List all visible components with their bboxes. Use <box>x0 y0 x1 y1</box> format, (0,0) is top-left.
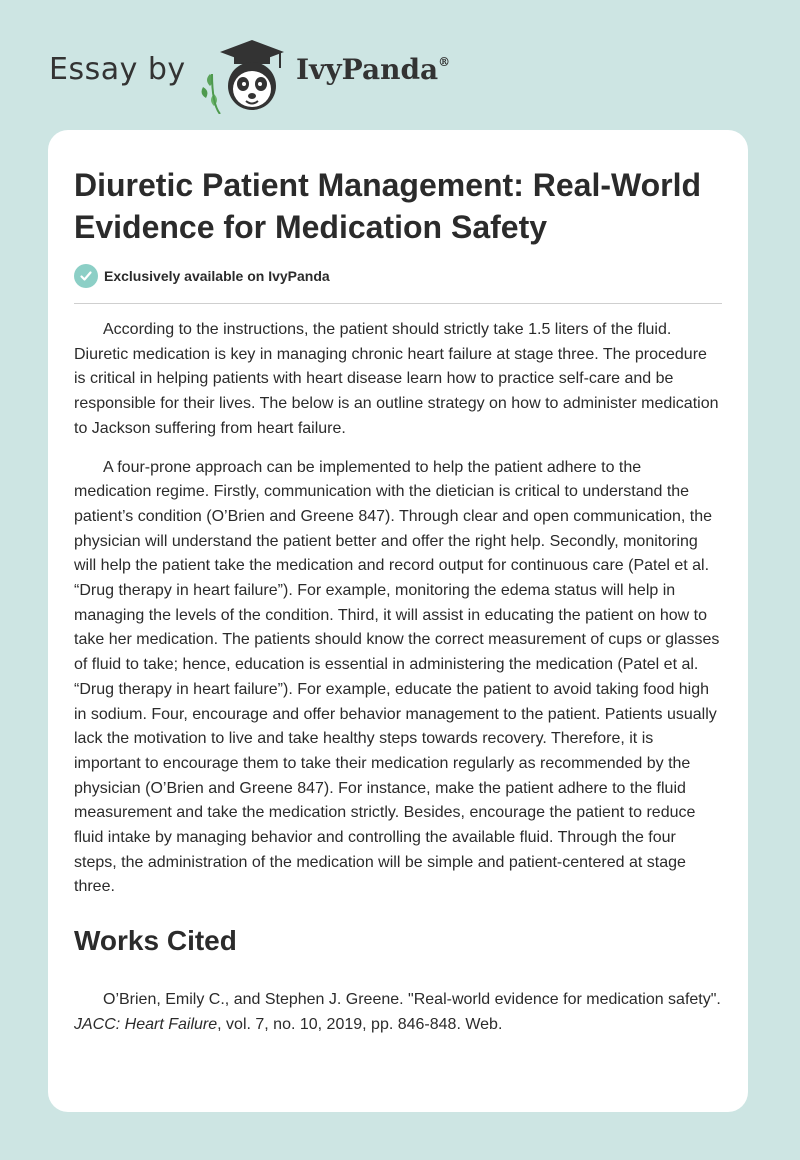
header <box>0 0 800 130</box>
essay-card <box>48 130 748 1112</box>
paragraph: According to the instructions, the patient should strictly take 1.5 liters of the fluid. Diuretic medication is key in managing chronic heart failure at stage three. The procedure is critical in helping patients with heart disease learn how to practice self-care and be responsible for their lives. The below is an outline strategy on how to administer medication to Jackson suffering from heart failure. <box>74 321 719 437</box>
journal-title: JACC: Heart Failure <box>74 1016 218 1033</box>
essay-by-label: Essay by <box>49 52 186 87</box>
check-circle-icon <box>74 264 98 288</box>
essay-body <box>74 318 722 914</box>
brand-name[interactable]: IvyPanda® <box>296 53 451 86</box>
divider <box>74 303 722 304</box>
exclusive-badge <box>74 264 330 288</box>
paragraph: A four-prone approach can be implemented to help the patient adhere to the medication regime. Firstly, communication with the dietician is critical to understand the patient’s condition (O’Brien and Greene 847). Through clear and open communication, the physician will understand the patient better and offer the right help. Secondly, monitoring will help the patient take the medication and record output for continuous care (Patel et al. “Drug therapy in heart failure”). For example, monitoring the edema status will help in managing the levels of the condition. Third, it will assist in educating the patient on how to take her medication. The patients should know the correct measurement of cups or glasses of fluid to take; hence, education is essential in administering the medication (Patel et al. “Drug therapy in heart failure”). For example, educate the patient to avoid taking food high in sodium. Four, encourage and offer behavior management to the patient. Patients usually lack the motivation to live and take healthy steps towards recovery. Therefore, it is important to encourage them to take their medication regularly as recommended by the physician (O’Brien and Greene 847). For instance, make the patient adhere to the fluid measurement and take the medication strictly. Besides, encourage the patient to reduce fluid intake by managing behavior and controlling the available fluid. Through the four steps, the administration of the medication will be simple and patient-centered at stage three. <box>74 458 720 896</box>
works-cited-heading: Works Cited <box>74 925 237 956</box>
page-title: Diuretic Patient Management: Real-World Evidence for Medication Safety <box>74 167 702 245</box>
exclusive-badge-text: Exclusively available on IvyPanda <box>104 268 330 284</box>
citation-entry: O’Brien, Emily C., and Stephen J. Greene. "Real-world evidence for medication safety". JACC: Heart Failure, vol. 7, no. 10, 2019, pp. 846-848. Web. <box>74 991 721 1033</box>
panda-graduate-logo-icon[interactable] <box>200 34 290 114</box>
